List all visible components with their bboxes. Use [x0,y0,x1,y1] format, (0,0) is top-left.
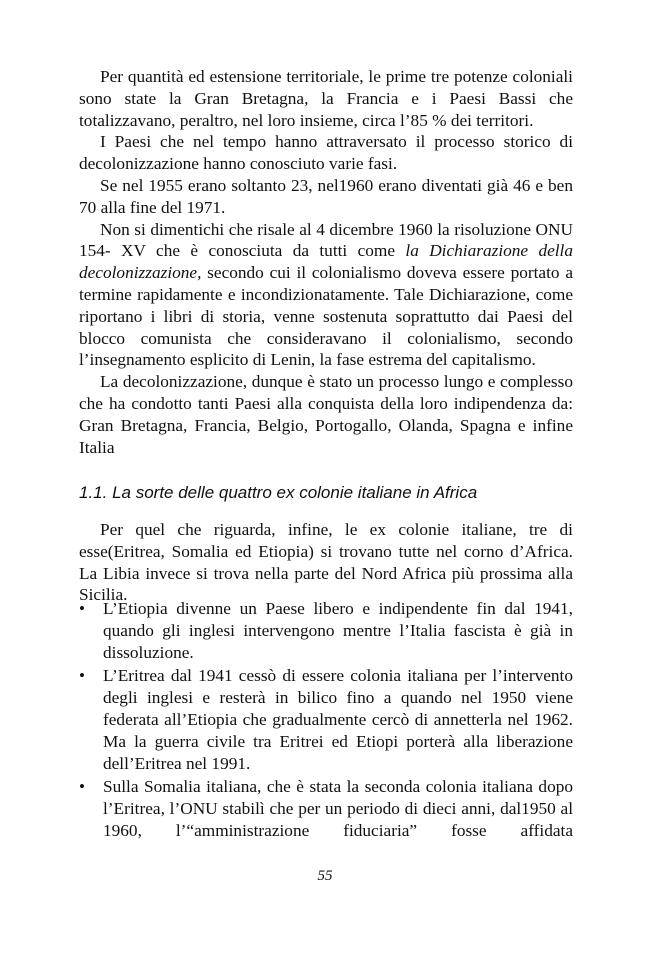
intro-text [79,66,573,458]
page-number: 55 [317,868,333,884]
list-item [79,776,573,841]
bullet-icon: • [79,666,85,686]
list-item-text: Sulla Somalia italiana, che è stata la seconda colonia italiana dopo l’Eritrea, l’ONU stabilì che per un periodo di dieci anni, dal1950 al 1960, l’“amministrazione fiduciaria” fosse affidata [103,777,573,840]
bullet-icon: • [79,777,85,797]
bullet-icon: • [79,599,85,618]
paragraph: I Paesi che nel tempo hanno attraversato il processo storico di decolonizzazione hanno conosciuto varie fasi. [79,132,573,174]
paragraph: Se nel 1955 erano soltanto 23, nel1960 erano diventati già 46 e ben 70 alla fine del 1971. [79,175,573,217]
paragraph-text: secondo cui il colonialismo doveva essere portato a termine rapidamente e incondizionatamente. Tale Dichiarazione, come riportano i libri di storia, venne sostenuta soprattutto dai Paesi del blocco comunista che consideravano il colonialismo, secondo l’insegnamento esplicito di Lenin, la fase estrema del capitalismo. [79,263,573,370]
section-heading: 1.1. La sorte delle quattro ex colonie italiane in Africa [79,483,478,502]
paragraph: La decolonizzazione, dunque è stato un processo lungo e complesso che ha condotto tanti Paesi alla conquista della loro indipendenza da: Gran Bretagna, Francia, Belgio, Portogallo, Olanda, Spagna e infine Italia [79,372,573,457]
list-item-text: L’Eritrea dal 1941 cessò di essere colonia italiana per l’intervento degli inglesi e resterà in bilico fino a quando nel 1950 viene federata all’Etiopia che gradualmente cercò di annetterla nel 1962. Ma la guerra civile tra Eritrei ed Etiopi porterà alla liberazione dell’Eritrea nel 1991. [103,666,573,773]
paragraph: Per quantità ed estensione territoriale, le prime tre potenze coloniali sono state la Gran Bretagna, la Francia e i Paesi Bassi che totalizzavano, peraltro, nel loro insieme, circa l’85 % dei territori. [79,67,573,130]
section-text [79,519,573,606]
paragraph-text: Non si dimentichi che risale al 4 dicembre 1960 la risoluzione ONU 154- XV che è conosciuta da tutti come [79,219,573,261]
list-item-text: L’Etiopia divenne un Paese libero e indipendente fin dal 1941, quando gli inglesi intervengono mentre l’Italia fascista è già in dissoluzione. [103,599,573,662]
emphasized-title: la Dichiarazione della decolonizzazione, [79,241,573,283]
list-item [79,598,573,663]
bullet-list [79,598,573,844]
list-item [79,665,573,774]
paragraph: Per quel che riguarda, infine, le ex colonie italiane, tre di esse(Eritrea, Somalia ed Etiopia) si trovano tutte nel corno d’Africa. La Libia invece si trova nella parte del Nord Africa più prossima alla Sicilia. [79,520,573,605]
paragraph [79,219,573,372]
